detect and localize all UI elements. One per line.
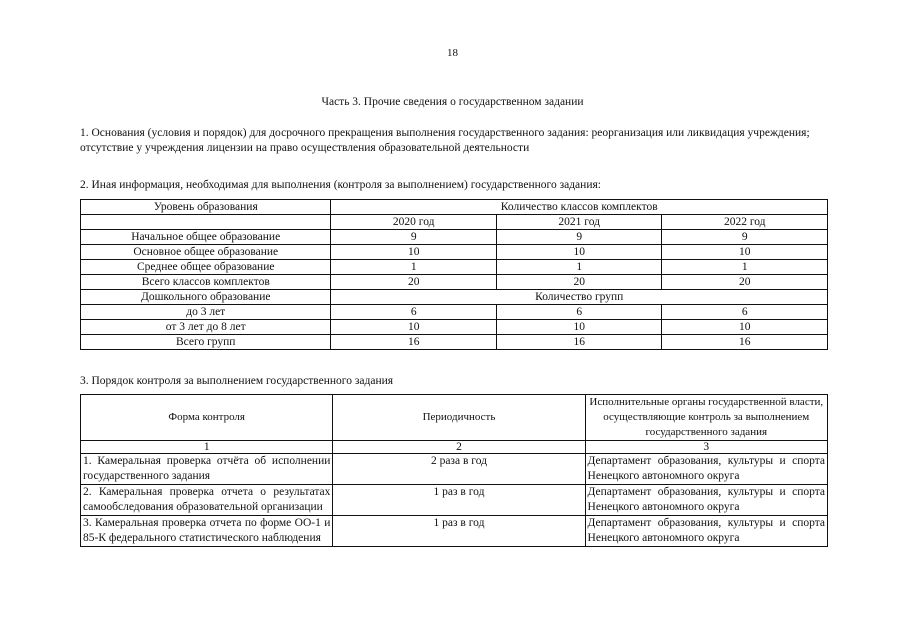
classes-table	[80, 199, 828, 350]
table-row	[81, 335, 828, 350]
column-number: 1	[81, 441, 333, 454]
part-title: Часть 3. Прочие сведения о государственном задании	[321, 96, 584, 108]
cell-value: 6	[496, 305, 662, 320]
empty-cell	[81, 215, 331, 230]
cell-value: 10	[496, 320, 662, 335]
authority-line: Ненецкого автономного округа	[587, 470, 740, 482]
cell-value: 6	[331, 305, 497, 320]
row-label: Всего классов комплектов	[81, 275, 331, 290]
control-form-line: государственного задания	[83, 470, 211, 482]
control-form	[81, 454, 333, 485]
preschool-label: Дошкольного образование	[81, 290, 331, 305]
table-row	[81, 275, 828, 290]
row-label: от 3 лет до 8 лет	[81, 320, 331, 335]
cell-value: 10	[331, 245, 497, 260]
cell-value: 20	[331, 275, 497, 290]
control-period: 1 раз в год	[333, 485, 585, 516]
cell-value: 16	[331, 335, 497, 350]
year-2020: 2020 год	[331, 215, 497, 230]
control-form-line: 85-К федерального статистического наблюдения	[83, 532, 321, 544]
control-authority	[585, 454, 827, 485]
control-form-line: 1. Камеральная проверка отчёта об исполнении	[83, 455, 331, 467]
preschool-header-row	[81, 290, 828, 305]
control-form-line: 3. Камеральная проверка отчета по форме ОО-1 и	[83, 517, 331, 529]
header-period: Периодичность	[333, 395, 585, 441]
table-row	[81, 245, 828, 260]
header-authority: Исполнительные органы государственной власти, осуществляющие контроль за выполнением государственного задания	[585, 395, 827, 441]
authority-line: Ненецкого автономного округа	[587, 532, 740, 544]
control-authority	[585, 485, 827, 516]
cell-value: 1	[496, 260, 662, 275]
header-classes: Количество классов комплектов	[331, 200, 828, 215]
cell-value: 16	[662, 335, 828, 350]
paragraph-other-info: 2. Иная информация, необходимая для выполнения (контроля за выполнением) государственного задания:	[80, 179, 601, 191]
control-table	[80, 394, 828, 547]
groups-header: Количество групп	[331, 290, 828, 305]
table-row	[81, 305, 828, 320]
column-number: 3	[585, 441, 827, 454]
table-row	[81, 516, 828, 547]
cell-value: 9	[496, 230, 662, 245]
authority-line: Департамент образования, культуры и спорта	[587, 486, 825, 498]
control-period: 1 раз в год	[333, 516, 585, 547]
cell-value: 20	[662, 275, 828, 290]
control-table-header	[81, 395, 828, 441]
cell-value: 10	[662, 320, 828, 335]
paragraph-control-order: 3. Порядок контроля за выполнением государственного задания	[80, 375, 394, 387]
control-form-line: 2. Камеральная проверка отчета о результатах	[83, 486, 331, 498]
row-label: Среднее общее образование	[81, 260, 331, 275]
cell-value: 20	[496, 275, 662, 290]
cell-value: 10	[496, 245, 662, 260]
page-number: 18	[447, 47, 458, 59]
table-row	[81, 320, 828, 335]
year-2021: 2021 год	[496, 215, 662, 230]
row-label: до 3 лет	[81, 305, 331, 320]
header-level: Уровень образования	[81, 200, 331, 215]
control-form	[81, 516, 333, 547]
cell-value: 6	[662, 305, 828, 320]
cell-value: 9	[662, 230, 828, 245]
authority-line: Ненецкого автономного округа	[587, 501, 740, 513]
column-number: 2	[333, 441, 585, 454]
cell-value: 16	[496, 335, 662, 350]
control-form-line: самообследования образовательной организации	[83, 501, 323, 513]
authority-line: Департамент образования, культуры и спорта	[587, 517, 825, 529]
cell-value: 10	[331, 320, 497, 335]
control-form	[81, 485, 333, 516]
table-row	[81, 260, 828, 275]
cell-value: 10	[662, 245, 828, 260]
row-label: Основное общее образование	[81, 245, 331, 260]
row-label: Всего групп	[81, 335, 331, 350]
control-period: 2 раза в год	[333, 454, 585, 485]
authority-line: Департамент образования, культуры и спорта	[587, 455, 825, 467]
year-2022: 2022 год	[662, 215, 828, 230]
table-row	[81, 230, 828, 245]
control-authority	[585, 516, 827, 547]
cell-value: 1	[331, 260, 497, 275]
header-form: Форма контроля	[81, 395, 333, 441]
table-row	[81, 454, 828, 485]
cell-value: 9	[331, 230, 497, 245]
table-row	[81, 485, 828, 516]
paragraph-termination-grounds: 1. Основания (условия и порядок) для досрочного прекращения выполнения государственного задания: реорганизация или ликвидация учреждения; отсутствие у учреждения лицензии на право осуществления образовательной деятельности	[80, 127, 810, 154]
years-row	[81, 215, 828, 230]
column-numbers-row	[81, 441, 828, 454]
cell-value: 1	[662, 260, 828, 275]
classes-table-header	[81, 200, 828, 215]
row-label: Начальное общее образование	[81, 230, 331, 245]
